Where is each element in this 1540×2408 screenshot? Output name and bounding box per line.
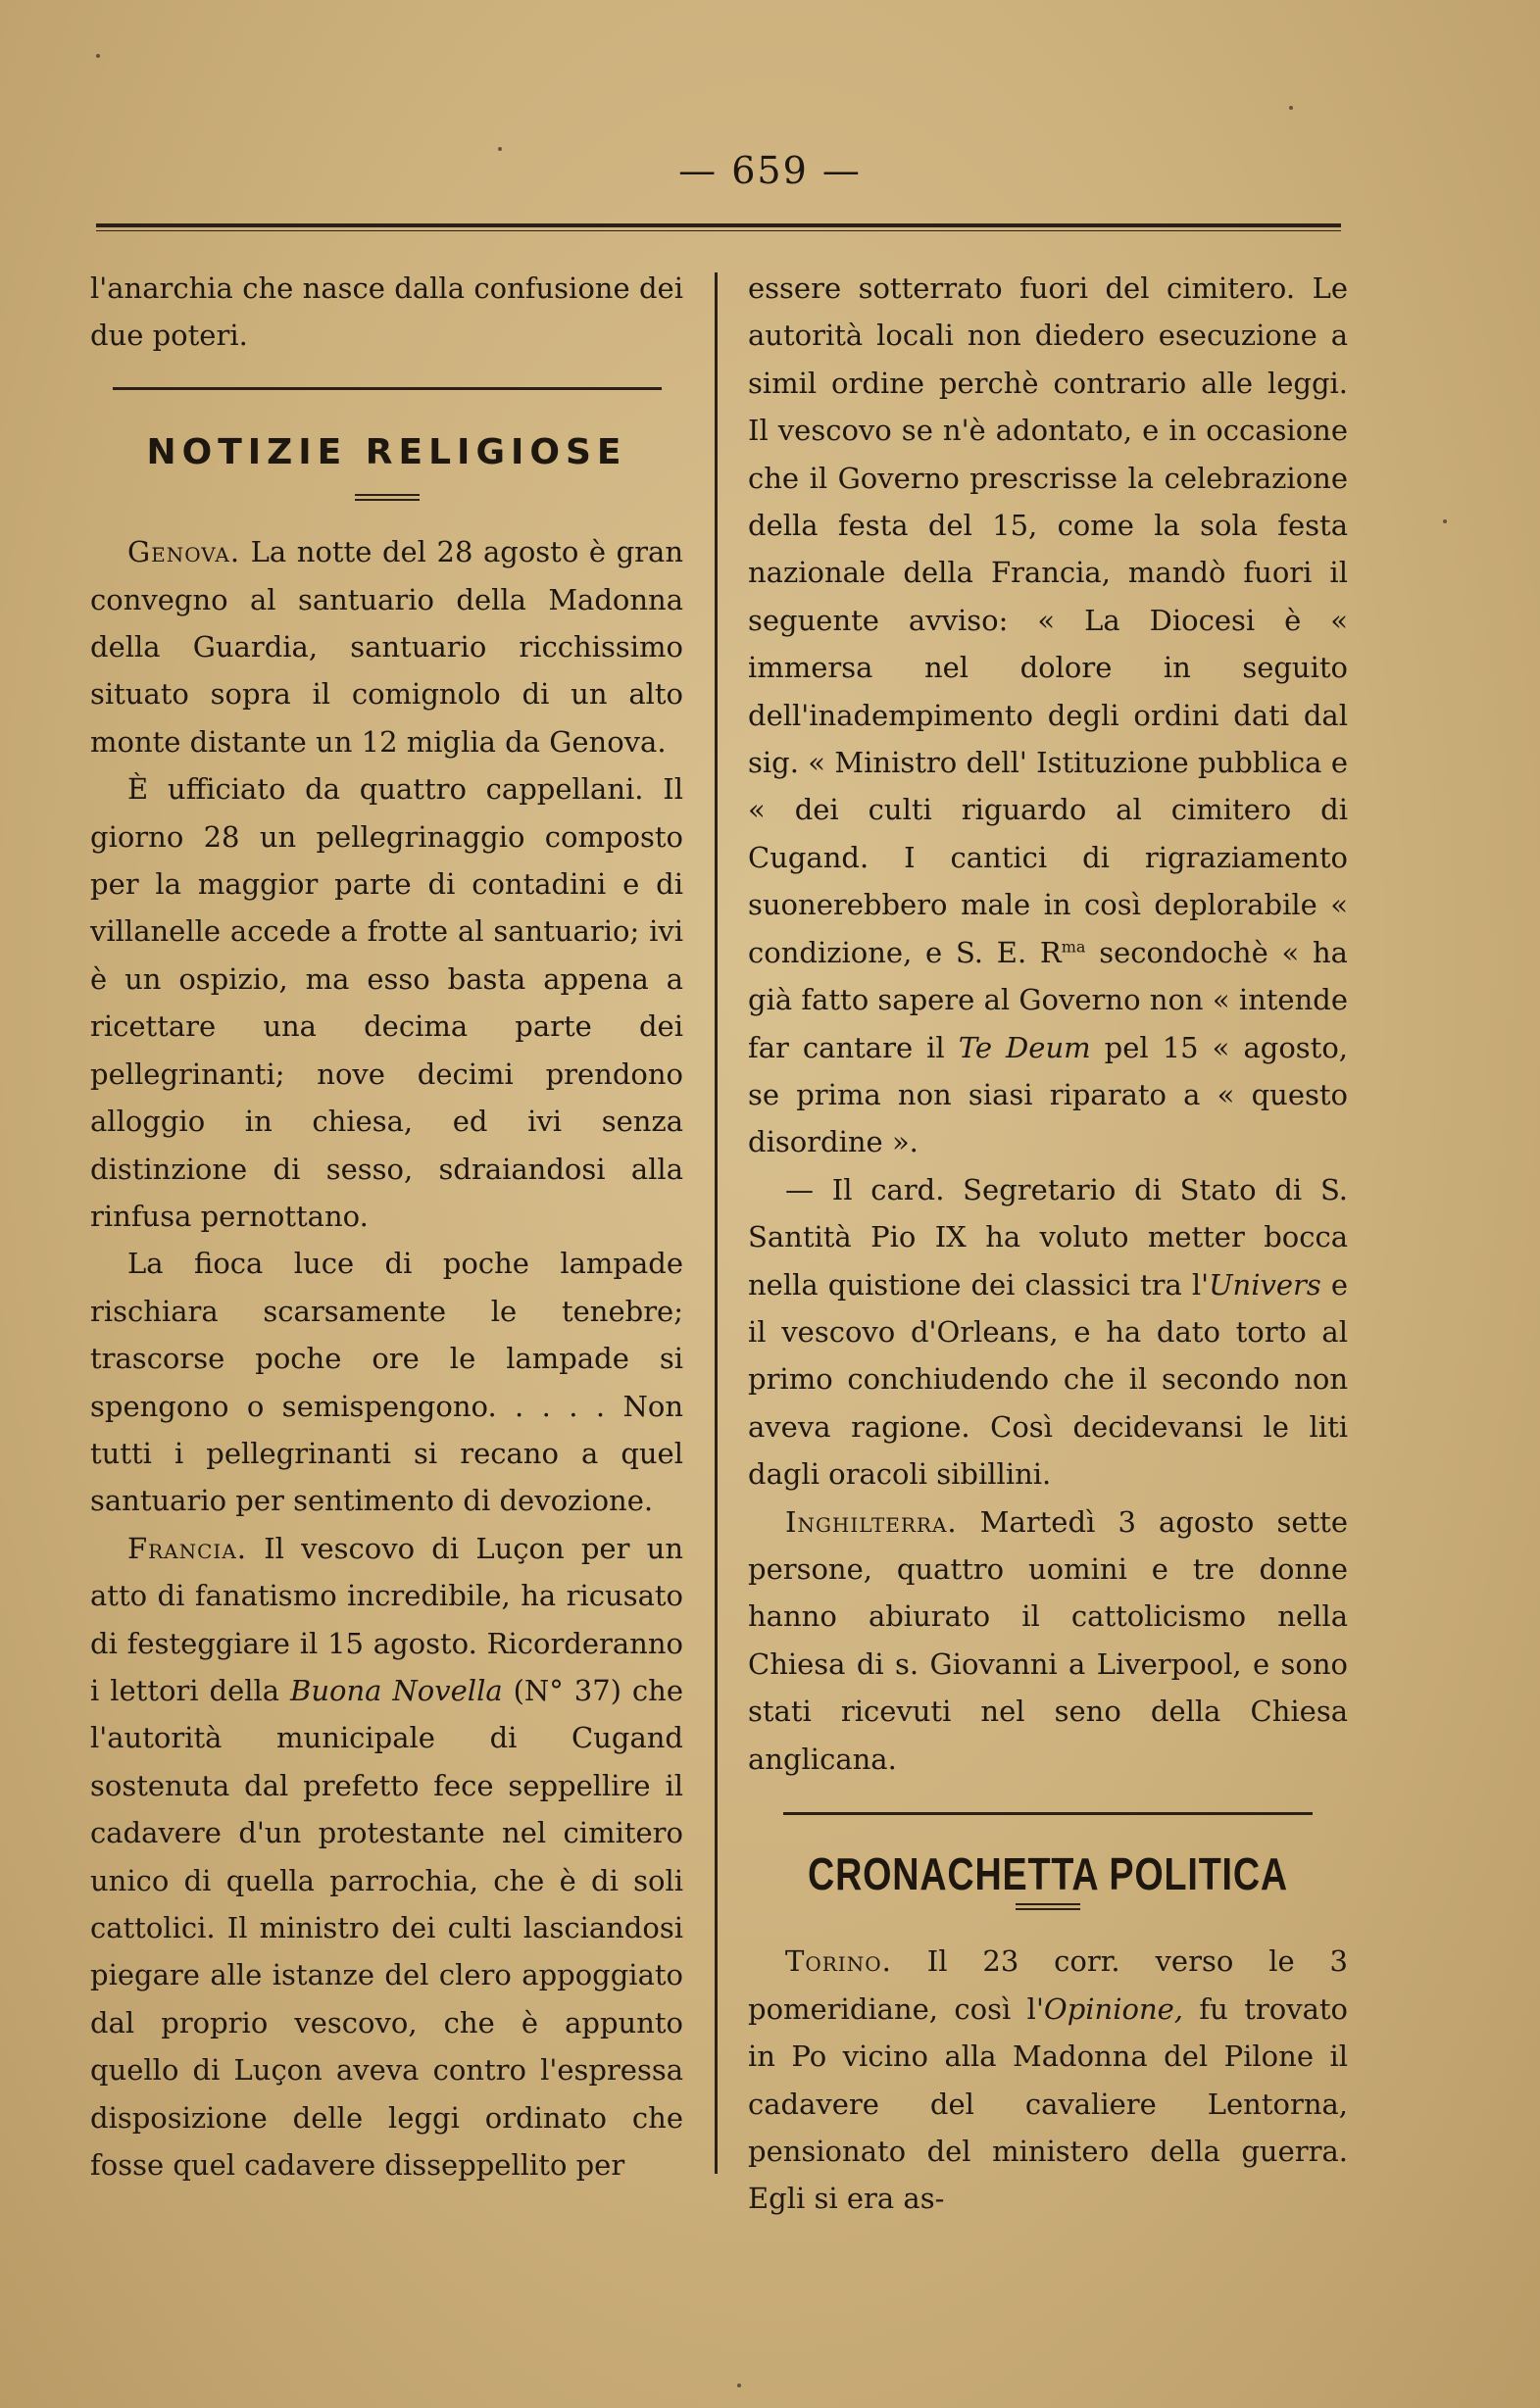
article-inghilterra [748,1499,1348,1783]
column-divider [715,272,718,2174]
paper-speck [498,147,502,151]
heading-notizie-religiose: NOTIZIE RELIGIOSE [146,431,627,472]
article-genova-text: La notte del 28 agosto è gran convegno al santuario della Madonna della Guardia, santuario ricchissimo situato sopra il comignolo di un alto monte distante un 12 miglia da Genova. [90,535,684,759]
paper-speck [1443,519,1447,523]
italic-opinione: Opinione, [1043,1991,1184,2026]
article-inghilterra-text: Martedì 3 agosto sette persone, quattro uomini e tre donne hanno abiurato il cattolicismo nella Chiesa di s. Giovanni a Liverpool, e sono stati ricevuti nel seno della Chiesa anglicana. [748,1504,1348,1776]
card-segretario-text-b: e il vescovo d'Orleans, e ha dato torto al primo conchiudendo che il secondo non aveva ragione. Così decidevansi le liti dagli oracoli sibillini. [748,1267,1348,1492]
left-column [90,265,683,2188]
heading-cronachetta-politica: CRONACHETTA POLITICA [808,1848,1288,1899]
section-separator-rule [113,387,662,390]
article-card-segretario [748,1166,1348,1499]
paper-speck [1289,106,1293,110]
italic-te-deum: Te Deum [958,1030,1091,1064]
heading-ornament-dash-2 [1016,1903,1080,1910]
article-torino [748,1938,1348,2222]
dateline-inghilterra: Inghilterra. [785,1504,958,1539]
left-continuation-paragraph: l'anarchia che nasce dalla confusione dei due poteri. [90,271,683,353]
article-genova-p2: È ufficiato da quattro cappellani. Il giorno 28 un pellegrinaggio composto per la maggior parte di contadini e di villanelle accede a frotte al santuario; ivi è un ospizio, ma esso basta appena a ricettare una decima parte dei pellegrinanti; nove decimi prendono alloggio in chiesa, ed ivi senza distinzione di sesso, sdraiandosi alla rinfusa pernottano. [90,772,683,1233]
francia-continued-text-a: essere sotterrato fuori del cimitero. Le autorità locali non diedero esecuzione a simil ordine perchè contrario alle leggi. Il vescovo se n'è adontato, e in occasione che il Governo prescrisse la celebrazione della festa del 15, come la sola festa nazionale della Francia, mandò fuori il seguente avviso: « La Diocesi è « immersa nel dolore in seguito dell'inadempimento degli ordini dati dal sig. « Ministro dell' Istituzione pubblica e « dei culti riguardo al cimitero di Cugand. I cantici di rigraziamento suonerebbero male in così deplorabile « condizione, e S. E. R [748,271,1348,969]
article-genova [90,528,683,765]
italic-buona-novella: Buona Novella [290,1673,503,1707]
dateline-genova: Genova. [127,535,241,569]
italic-univers: Univers [1209,1267,1321,1302]
article-francia-text-a: Il vescovo di Luçon per un atto di fanatismo incredibile, ha ricusato di festeggiare il 15 agosto. Ricorderanno i lettori della [90,1531,684,1707]
dateline-francia: Francia. [127,1531,247,1565]
card-segretario-text-a: — Il card. Segretario di Stato di S. Santità Pio IX ha voluto metter bocca nella quistione dei classici tra l' [748,1172,1348,1302]
article-torino-text-b: fu trovato in Po vicino alla Madonna del Pilone il cadavere del cavaliere Lentorna, pensionato del ministero della guerra. Egli si era as- [748,1991,1348,2216]
dateline-torino: Torino. [785,1944,892,1979]
right-column [748,265,1348,2223]
article-francia-text-b: (N° 37) che l'autorità municipale di Cugand sostenuta dal prefetto fece seppellire il cadavere d'un protestante nel cimitero unico di quella parrochia, che è di soli cattolici. Il ministro dei culti lasciandosi piegare alle istanze del clero appoggiato dal proprio vescovo, che è appunto quello di Luçon aveva contro l'espressa disposizione delle leggi ordinato che fosse quel cadavere disseppellito per [90,1673,683,2183]
francia-continued-text-c: pel 15 « agosto, se prima non siasi riparato a « questo disordine ». [748,1030,1348,1159]
heading-ornament-dash [355,494,420,501]
superscript-ma: ma [1061,937,1086,957]
paper-speck [737,2383,741,2387]
section-separator-rule-2 [783,1812,1313,1815]
article-genova-p3: La fioca luce di poche lampade rischiara scarsamente le tenebre; trascorse poche ore le lampade si spengono o semispengono. . . . . Non tutti i pellegrinanti si recano a quel santuario per sentimento di devozione. [90,1247,683,1518]
paper-speck [96,54,100,58]
article-francia [90,1525,683,2189]
article-francia-continued [748,265,1348,1166]
francia-continued-text-b: secondochè « ha già fatto sapere al Governo non « intende far cantare il [748,935,1348,1064]
page-number: — 659 — [678,149,862,192]
top-double-rule [96,223,1341,231]
article-torino-text-a: Il 23 corr. verso le 3 pomeridiane, così l' [748,1944,1348,2026]
